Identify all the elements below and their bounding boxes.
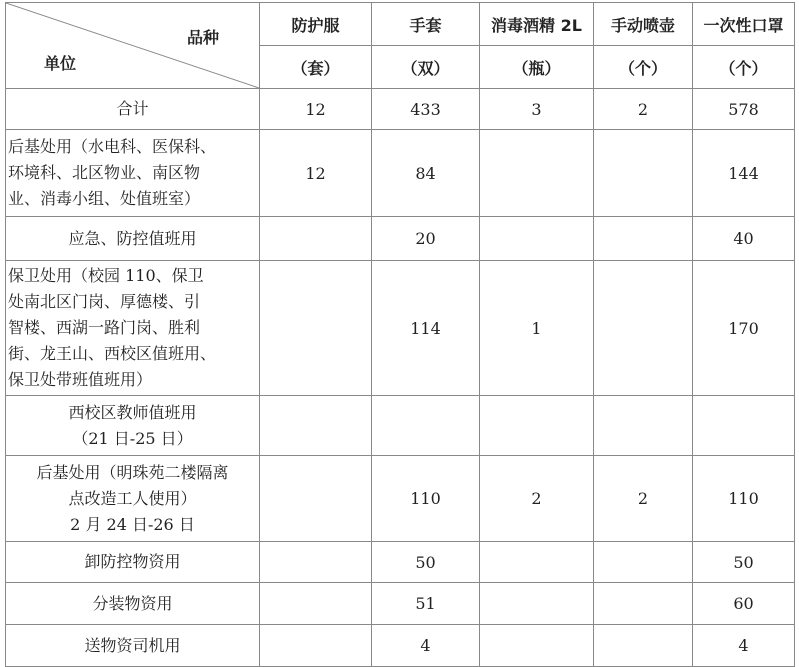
- value-cell: 110: [372, 456, 480, 542]
- value-cell: 2: [480, 456, 594, 542]
- value-cell: [260, 583, 372, 625]
- column-unit: （瓶）: [480, 46, 594, 89]
- value-cell: 51: [372, 583, 480, 625]
- unit-cell: [6, 456, 260, 542]
- value-cell: [480, 625, 594, 667]
- value-cell: [480, 217, 594, 261]
- value-cell: [480, 542, 594, 583]
- value-cell: [480, 130, 594, 217]
- value-cell: 12: [260, 89, 372, 130]
- value-cell: 50: [693, 542, 795, 583]
- corner-label-unit: 单位: [44, 54, 77, 73]
- column-name: 手套: [372, 3, 480, 46]
- unit-line: 处南北区门岗、厚德楼、引: [8, 292, 201, 311]
- table-row: [6, 456, 795, 542]
- unit-line: 应急、防控值班用: [68, 228, 197, 248]
- value-cell: [260, 217, 372, 261]
- value-cell: [260, 261, 372, 396]
- unit-line: 业、消毒小组、处值班室）: [8, 189, 201, 208]
- value-cell: [594, 217, 693, 261]
- corner-header-cell: [6, 3, 260, 89]
- value-cell: 2: [594, 89, 693, 130]
- unit-line: （21 日-25 日）: [72, 428, 193, 448]
- table-row: [6, 583, 795, 625]
- table-row: [6, 625, 795, 667]
- value-cell: 4: [372, 625, 480, 667]
- corner-label-variety: 品种: [186, 28, 219, 47]
- value-cell: [260, 396, 372, 456]
- value-cell: [693, 396, 795, 456]
- value-cell: [260, 542, 372, 583]
- value-cell: 433: [372, 89, 480, 130]
- value-cell: 110: [693, 456, 795, 542]
- value-cell: [594, 583, 693, 625]
- unit-line: 点改造工人使用）: [68, 488, 197, 508]
- value-cell: 60: [693, 583, 795, 625]
- unit-line: 环境科、北区物业、南区物: [8, 163, 201, 182]
- table-row: [6, 130, 795, 217]
- unit-cell: [6, 542, 260, 583]
- unit-line: 后基处用（明珠苑二楼隔离: [36, 462, 229, 482]
- unit-cell: [6, 583, 260, 625]
- column-name: 防护服: [260, 3, 372, 46]
- value-cell: [594, 261, 693, 396]
- unit-cell: [6, 89, 260, 130]
- value-cell: 2: [594, 456, 693, 542]
- value-cell: [480, 583, 594, 625]
- unit-line: 街、龙王山、西校区值班用、: [8, 344, 217, 363]
- value-cell: 578: [693, 89, 795, 130]
- unit-line: 2 月 24 日-26 日: [70, 514, 195, 534]
- value-cell: 114: [372, 261, 480, 396]
- column-unit: （个）: [693, 46, 795, 89]
- value-cell: 3: [480, 89, 594, 130]
- value-cell: [594, 542, 693, 583]
- column-name: 手动喷壶: [594, 3, 693, 46]
- value-cell: 84: [372, 130, 480, 217]
- unit-cell: [6, 625, 260, 667]
- unit-cell: [6, 396, 260, 456]
- value-cell: [594, 396, 693, 456]
- column-name: 一次性口罩: [693, 3, 795, 46]
- column-unit: （套）: [260, 46, 372, 89]
- value-cell: 50: [372, 542, 480, 583]
- unit-line: 保卫处带班值班用）: [8, 370, 153, 389]
- column-unit: （个）: [594, 46, 693, 89]
- table-row: [6, 89, 795, 130]
- unit-cell: [6, 217, 260, 261]
- unit-line: 后基处用（水电科、医保科、: [8, 137, 217, 156]
- value-cell: 12: [260, 130, 372, 217]
- value-cell: 1: [480, 261, 594, 396]
- value-cell: [260, 456, 372, 542]
- unit-cell: [6, 261, 260, 396]
- unit-line: 分装物资用: [92, 593, 173, 613]
- unit-line: 保卫处用（校园 110、保卫: [8, 266, 204, 285]
- unit-line: 合计: [116, 99, 149, 118]
- supplies-table: [5, 2, 795, 667]
- value-cell: 20: [372, 217, 480, 261]
- value-cell: [480, 396, 594, 456]
- table-row: [6, 396, 795, 456]
- table-row: [6, 261, 795, 396]
- value-cell: [594, 625, 693, 667]
- column-name: 消毒酒精 2L: [480, 3, 594, 46]
- value-cell: [594, 130, 693, 217]
- unit-line: 西校区教师值班用: [68, 402, 197, 422]
- diagonal-line: [6, 3, 259, 88]
- column-unit: （双）: [372, 46, 480, 89]
- value-cell: 4: [693, 625, 795, 667]
- unit-line: 卸防控物资用: [84, 552, 181, 571]
- unit-cell: [6, 130, 260, 217]
- value-cell: [260, 625, 372, 667]
- value-cell: 170: [693, 261, 795, 396]
- table-row: [6, 217, 795, 261]
- unit-line: 送物资司机用: [84, 635, 181, 655]
- unit-line: 智楼、西湖一路门岗、胜利: [8, 318, 201, 337]
- value-cell: 40: [693, 217, 795, 261]
- value-cell: [372, 396, 480, 456]
- table-row: [6, 542, 795, 583]
- value-cell: 144: [693, 130, 795, 217]
- header-row-names: [6, 3, 795, 46]
